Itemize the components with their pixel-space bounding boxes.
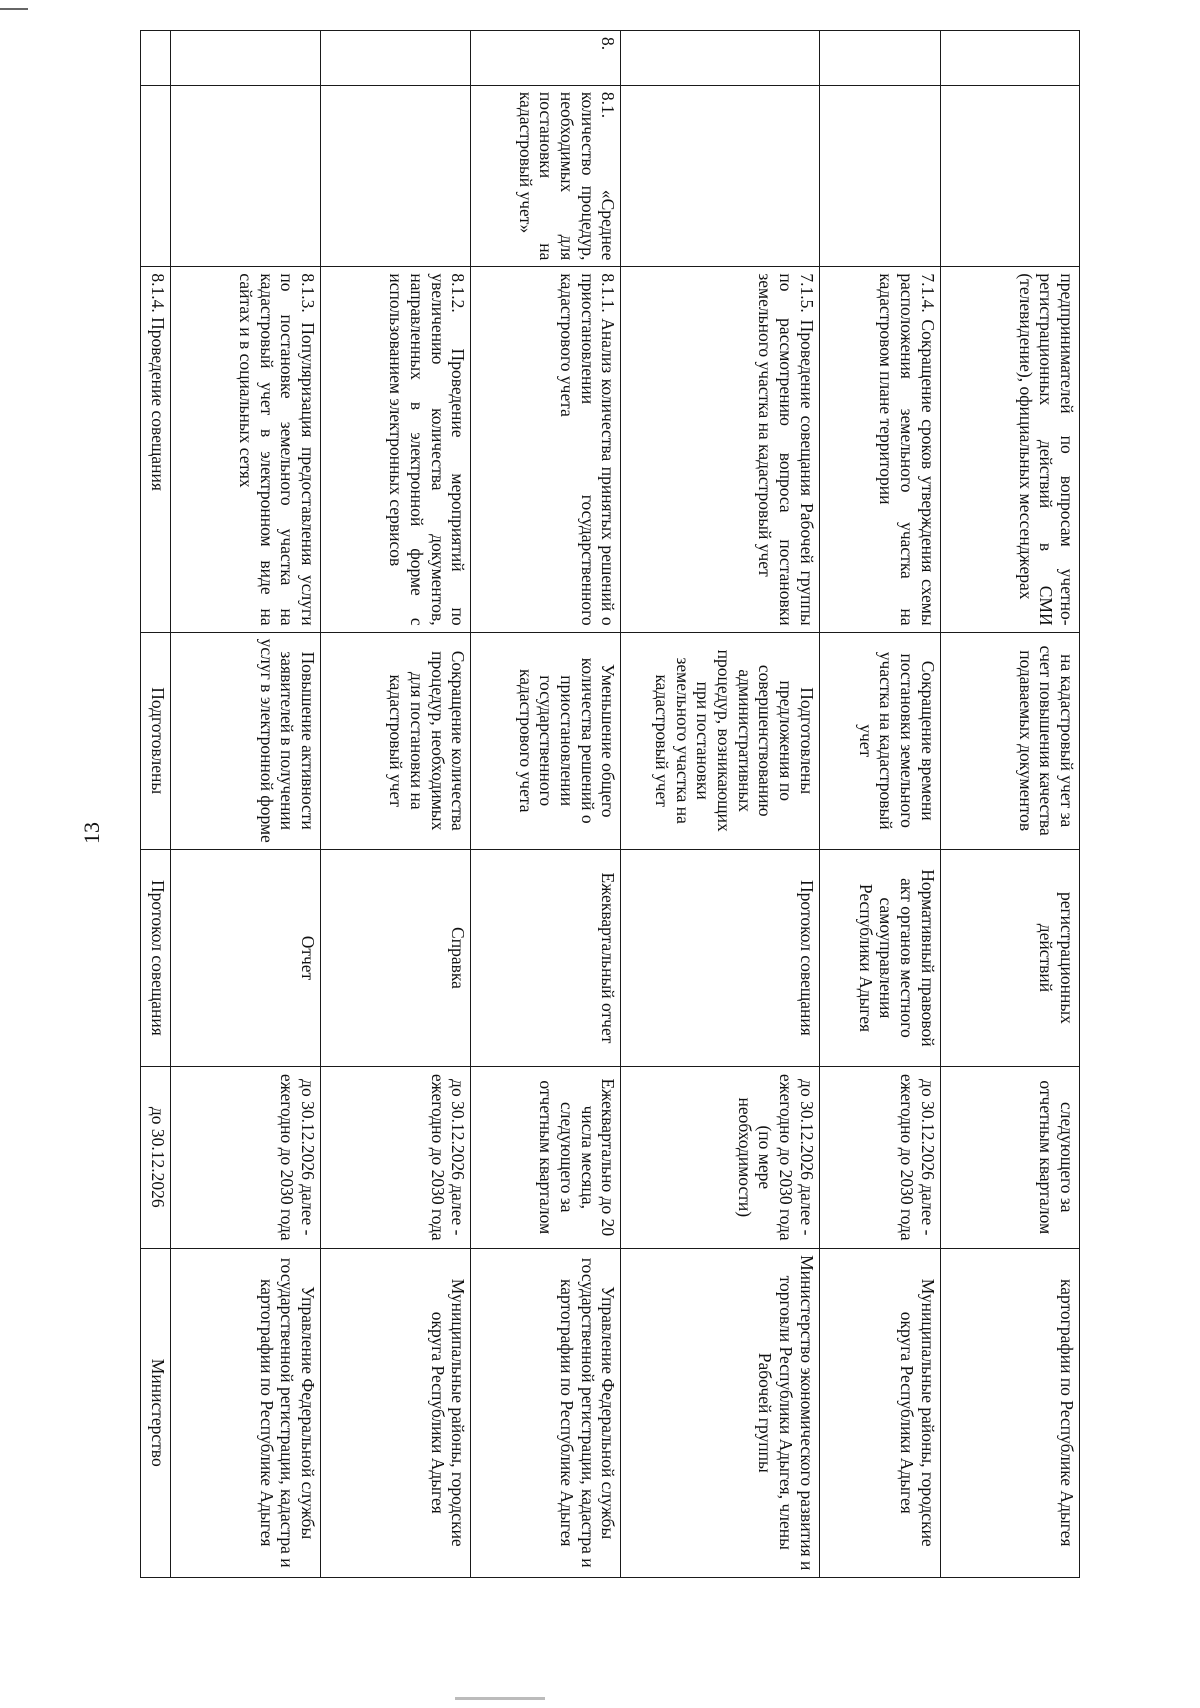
rotated-table-container — [140, 30, 1080, 1578]
cell-indicator — [171, 85, 321, 266]
cell-document: Справка — [321, 849, 471, 1066]
table-row — [471, 31, 621, 1578]
cell-action: 8.1.4. Проведение совещания — [141, 267, 171, 632]
cell-indicator — [321, 85, 471, 266]
cell-action: 8.1.3. Популяризация предоставления услуги по постановке земельного участка на кадастровый учет в электронном виде на сайтах и в социальных сетях — [171, 267, 321, 632]
table-row — [819, 31, 940, 1578]
cell-action: 8.1.1. Анализ количества принятых решений о приостановлении государственного кадастрового учета — [471, 267, 621, 632]
cell-action: 7.1.5. Проведение совещания Рабочей группы по рассмотрению вопроса постановки земельного участка на кадастровый учет — [621, 267, 819, 632]
cell-number — [940, 31, 1079, 86]
cell-deadline: следующего за отчетным кварталом — [940, 1067, 1079, 1248]
page-number: 13 — [79, 822, 104, 844]
cell-indicator — [940, 85, 1079, 266]
cell-deadline: Ежеквартально до 20 числа месяца, следующего за отчетным кварталом — [471, 1067, 621, 1248]
cell-number — [321, 31, 471, 86]
cell-result: Сокращение количества процедур, необходимых для постановки на кадастровый учет — [321, 632, 471, 849]
cell-document: Протокол совещания — [621, 849, 819, 1066]
cell-indicator: 8.1. «Среднее количество процедур, необходимых для постановки на кадастровый учет» — [471, 85, 621, 266]
cell-result: Уменьшение общего количества решений о приостановлении государственного кадастрового учета — [471, 632, 621, 849]
cell-indicator — [141, 85, 171, 266]
cell-action — [940, 267, 1079, 632]
cell-number — [171, 31, 321, 86]
cell-deadline: до 30.12.2026 далее - ежегодно до 2030 года — [171, 1067, 321, 1248]
cell-deadline: до 30.12.2026 — [141, 1067, 171, 1248]
cell-document: Протокол совещания — [141, 849, 171, 1066]
cell-responsible: Управление Федеральной службы государственной регистрации, кадастра и картографии по Республике Адыгея — [171, 1248, 321, 1578]
cell-document: регистрационных действий — [940, 849, 1079, 1066]
cell-deadline: до 30.12.2026 далее - ежегодно до 2030 года (по мере необходимости) — [621, 1067, 819, 1248]
table-row — [321, 31, 471, 1578]
cell-responsible: Муниципальные районы, городские округа Республики Адыгея — [819, 1248, 940, 1578]
cell-action: 7.1.4. Сокращение сроков утверждения схемы расположения земельного участка на кадастровом плане территории — [819, 267, 940, 632]
cell-responsible: картографии по Республике Адыгея — [940, 1248, 1079, 1578]
table-row — [141, 31, 171, 1578]
cell-document: Отчет — [171, 849, 321, 1066]
cell-number — [621, 31, 819, 86]
cell-document: Ежеквартальный отчет — [471, 849, 621, 1066]
cell-result: Подготовлены предложения по совершенствованию административных процедур, возникающих при постановки земельного участка на кадастровый учет — [621, 632, 819, 849]
cell-document: Нормативный правовой акт органов местного самоуправления Республики Адыгея — [819, 849, 940, 1066]
cell-responsible: Муниципальные районы, городские округа Республики Адыгея — [321, 1248, 471, 1578]
cell-result: Сокращение времени постановки земельного участка на кадастровый учет — [819, 632, 940, 849]
cell-number — [819, 31, 940, 86]
cell-action: 8.1.2. Проведение мероприятий по увеличению количества документов, направленных в электронной форме с использованием электронных сервисов — [321, 267, 471, 632]
scan-artifact-line — [455, 1697, 545, 1700]
cell-result: на кадастровый учет за счет повышения качества подаваемых документов — [940, 632, 1079, 849]
cell-number: 8. — [471, 31, 621, 86]
cell-indicator — [621, 85, 819, 266]
cell-responsible: Управление Федеральной службы государственной регистрации, кадастра и картографии по Республике Адыгея — [471, 1248, 621, 1578]
cell-deadline: до 30.12.2026 далее - ежегодно до 2030 года — [819, 1067, 940, 1248]
action-text: предпринимателей по вопросам учетно-регистрационных действий в СМИ (телевидение), официальных мессенджерах — [1015, 273, 1077, 626]
cell-responsible: Министерство — [141, 1248, 171, 1578]
cell-deadline: до 30.12.2026 далее - ежегодно до 2030 года — [321, 1067, 471, 1248]
cell-number — [141, 31, 171, 86]
action-plan-table — [140, 30, 1080, 1578]
cell-result: Повышение активности заявителей в получении услуг в электронной форме — [171, 632, 321, 849]
table-row — [621, 31, 819, 1578]
table-row — [940, 31, 1079, 1578]
table-row — [171, 31, 321, 1578]
cell-result: Подготовлены — [141, 632, 171, 849]
cell-indicator — [819, 85, 940, 266]
cell-responsible: Министерство экономического развития и торговли Республики Адыгея, члены Рабочей группы — [621, 1248, 819, 1578]
